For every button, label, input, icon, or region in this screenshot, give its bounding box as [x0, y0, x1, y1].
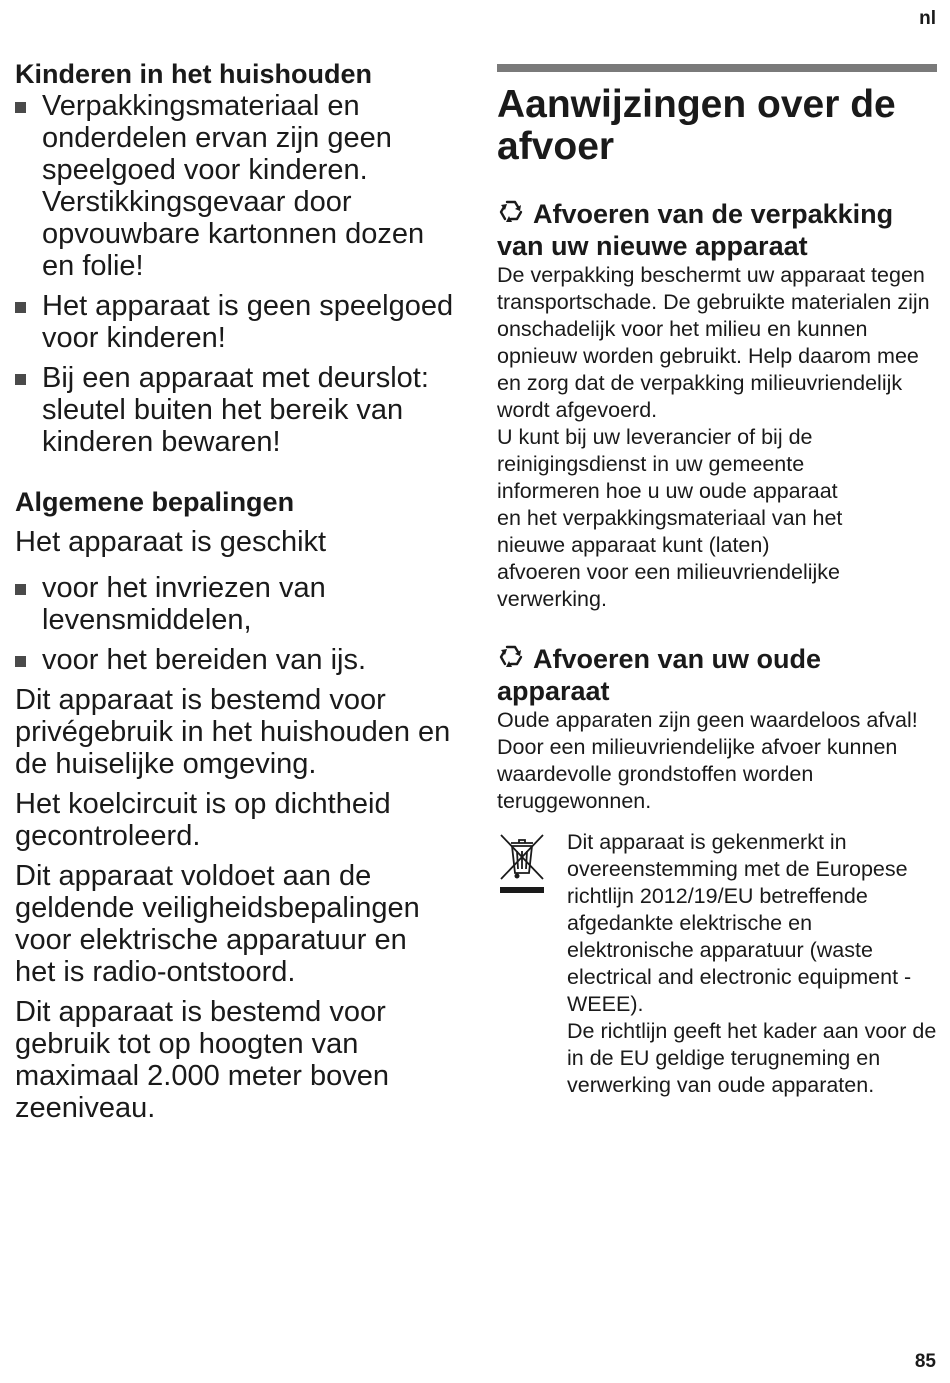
paragraph: Dit apparaat is bestemd voor privégebruik in het huishouden en de huiselijke omgeving.: [15, 684, 451, 780]
left-column: [15, 58, 455, 1124]
paragraph: Dit apparaat is bestemd voor gebruik tot op hoogten van maximaal 2.000 meter boven zeeniveau.: [15, 996, 389, 1124]
paragraph: Dit apparaat voldoet aan de geldende veiligheidsbepalingen voor elektrische apparatuur en het is radio-ontstoord.: [15, 860, 420, 988]
page-number: 85: [914, 1351, 936, 1372]
square-bullet-icon: [15, 102, 26, 113]
general-bullet-list: [15, 572, 455, 676]
list-item: voor het invriezen van levensmiddelen,: [15, 572, 455, 636]
square-bullet-icon: [15, 374, 26, 385]
general-intro: Het apparaat is geschikt: [15, 526, 327, 558]
recycle-icon: [497, 198, 525, 226]
list-item: voor het bereiden van ijs.: [15, 644, 455, 676]
square-bullet-icon: [15, 656, 26, 667]
old-appliance-heading: Afvoeren van uw oude apparaat: [497, 644, 822, 706]
square-bullet-icon: [15, 584, 26, 595]
packaging-heading: Afvoeren van de verpakking van uw nieuwe apparaat: [497, 199, 894, 261]
language-label: nl: [919, 8, 936, 29]
crossed-out-wheelie-bin-icon: [497, 831, 547, 897]
square-bullet-icon: [15, 302, 26, 313]
paragraph: Dit apparaat is gekenmerkt in overeenstemming met de Europese richtlijn 2012/19/EU betreffende afgedankte elektrische en elektronische apparatuur (waste electrical and electronic equipment - WEEE).: [567, 830, 912, 1016]
paragraph: Oude apparaten zijn geen waardeloos afval! Door een milieuvriendelijke afvoer kunnen waardevolle grondstoffen worden teruggewonnen.: [497, 708, 918, 813]
recycle-icon: [497, 643, 525, 671]
paragraph: Het koelcircuit is op dichtheid gecontroleerd.: [15, 788, 391, 852]
section-rule: [497, 64, 937, 72]
right-column: [497, 64, 937, 1099]
weee-block: [497, 829, 937, 1099]
paragraph: De richtlijn geeft het kader aan voor de in de EU geldige terugneming en verwerking van oude apparaten.: [567, 1019, 937, 1097]
general-heading: Algemene bepalingen: [15, 487, 295, 517]
paragraph: U kunt bij uw leverancier of bij de reinigingsdienst in uw gemeente informeren hoe u uw oude apparaat en het verpakkingsmateriaal van het nieuwe apparaat kunt (laten) afvoeren voor een milieuvriendelijke verwerking.: [497, 425, 843, 611]
children-heading: Kinderen in het huishouden: [15, 59, 372, 89]
list-item: Verpakkingsmateriaal en onderdelen ervan zijn geen speelgoed voor kinderen. Verstikkingsgevaar door opvouwbare kartonnen dozen en folie!: [15, 90, 455, 282]
children-bullet-list: [15, 90, 455, 458]
list-item: Bij een apparaat met deurslot: sleutel buiten het bereik van kinderen bewaren!: [15, 362, 455, 458]
page-title: Aanwijzingen over de afvoer: [497, 83, 896, 168]
paragraph: De verpakking beschermt uw apparaat tegen transportschade. De gebruikte materialen zijn onschadelijk voor het milieu en kunnen opnieuw worden gebruikt. Help daarom mee en zorg dat de verpakking milieuvriendelijk wordt afgevoerd.: [497, 263, 930, 422]
list-item: Het apparaat is geen speelgoed voor kinderen!: [15, 290, 455, 354]
